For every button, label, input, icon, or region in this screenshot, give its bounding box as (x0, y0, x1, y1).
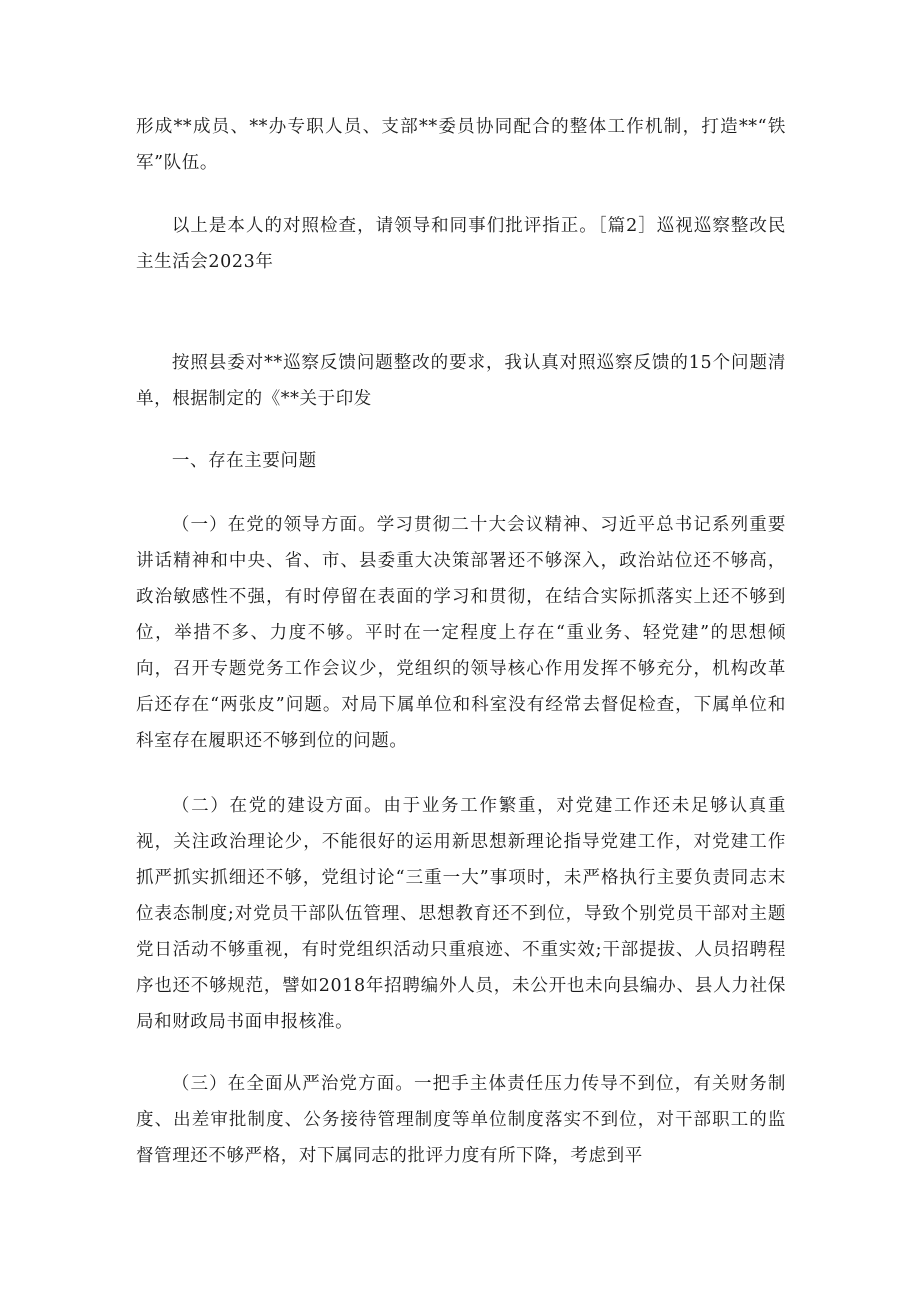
paragraph-continuation: 形成**成员、**办专职人员、支部**委员协同配合的整体工作机制，打造**“铁军”队伍。 (136, 117, 786, 173)
paragraph-introduction: 按照县委对**巡察反馈问题整改的要求，我认真对照巡察反馈的15个问题清单，根据制定的《**关于印发 (136, 353, 786, 409)
paragraph-party-building: （二）在党的建设方面。由于业务工作繁重，对党建工作还未足够认真重视，关注政治理论少，不能很好的运用新思想新理论指导党建工作，对党建工作抓严抓实抓细还不够，党组讨论“三重一大”事项时，未严格执行主要负责同志末位表态制度;对党员干部队伍管理、思想教育还不到位，导致个别党员干部对主题党日活动不够重视，有时党组织活动只重痕迹、不重实效;干部提拔、人员招聘程序也还不够规范，譬如2018年招聘编外人员，未公开也未向县编办、县人力社保局和财政局书面申报核准。 (136, 796, 786, 1032)
paragraph-closing-statement: 以上是本人的对照检查，请领导和同事们批评指正。［篇2］巡视巡察整改民主生活会2023年 (136, 216, 786, 272)
paragraph-strict-governance: （三）在全面从严治党方面。一把手主体责任压力传导不到位，有关财务制度、出差审批制度、公务接待管理制度等单位制度落实不到位，对干部职工的监督管理还不够严格，对下属同志的批评力度有所下降，考虑到平 (136, 1074, 786, 1166)
paragraph-party-leadership: （一）在党的领导方面。学习贯彻二十大会议精神、习近平总书记系列重要讲话精神和中央、省、市、县委重大决策部署还不够深入，政治站位还不够高，政治敏感性不强，有时停留在表面的学习和贯彻，在结合实际抓落实上还不够到位，举措不多、力度不够。平时在一定程度上存在“重业务、轻党建”的思想倾向，召开专题党务工作会议少，党组织的领导核心作用发挥不够充分，机构改革后还存在“两张皮”问题。对局下属单位和科室没有经常去督促检查，下属单位和科室存在履职还不够到位的问题。 (136, 515, 786, 751)
section-heading-main-problems: 一、存在主要问题 (171, 451, 317, 471)
